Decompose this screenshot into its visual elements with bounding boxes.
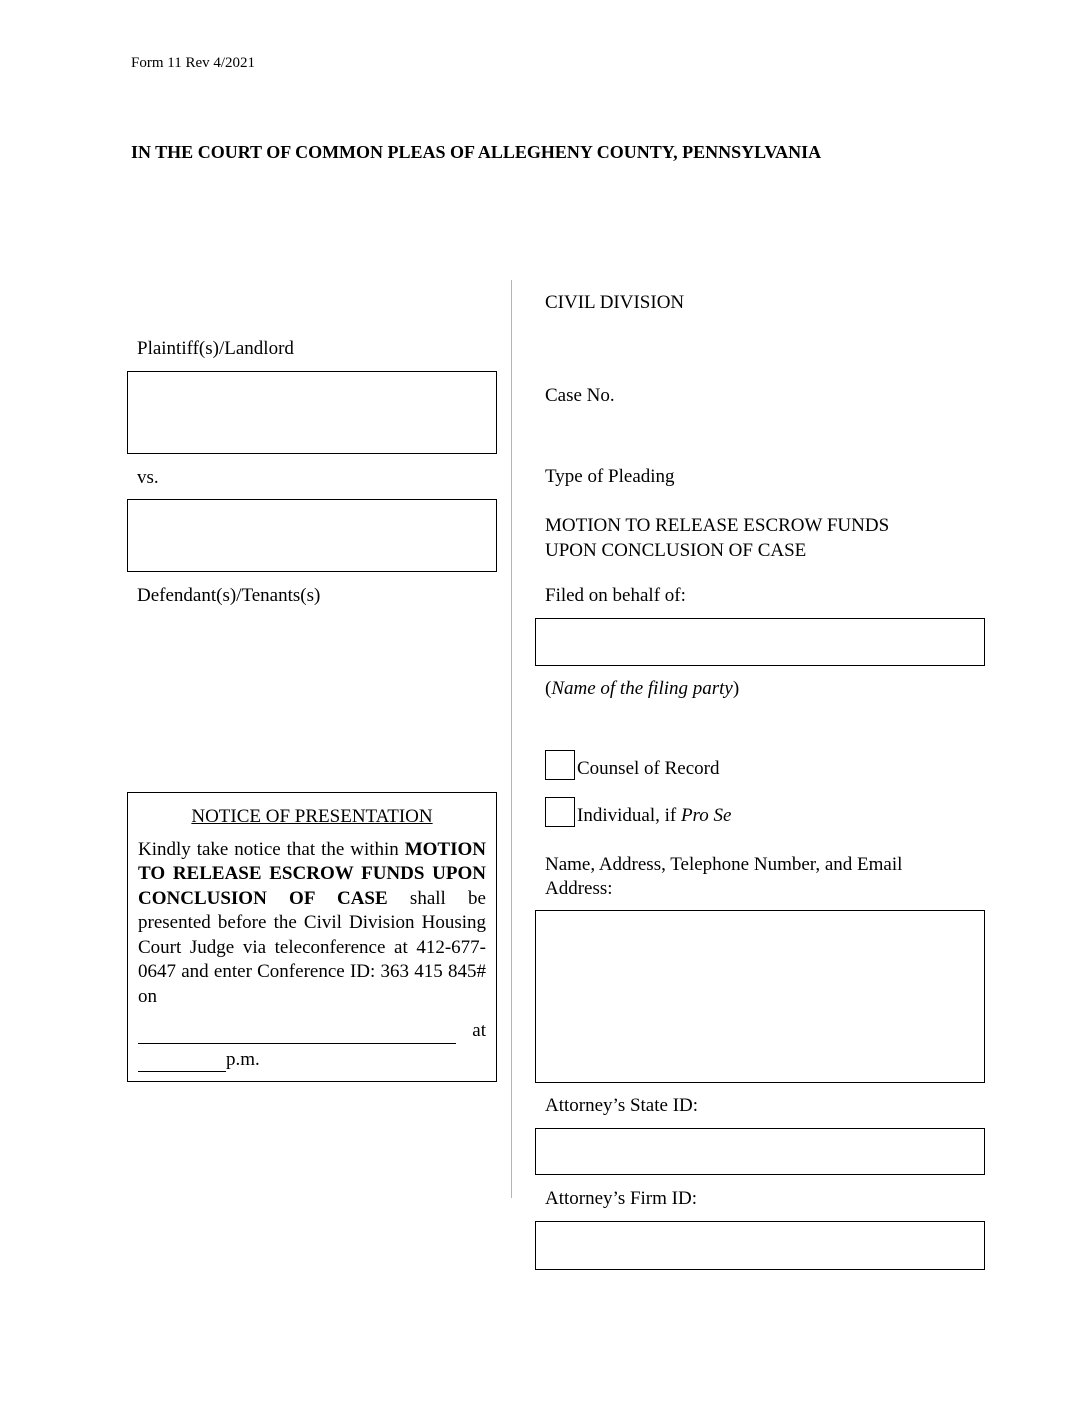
time-blank-line[interactable] [138,1051,226,1072]
defendant-field[interactable] [127,499,497,572]
filed-on-behalf-label: Filed on behalf of: [545,585,686,606]
form-id: Form 11 Rev 4/2021 [131,55,256,71]
notice-text-1: Kindly take notice that the within [138,838,405,860]
notice-motion-title: MOTION TO RELEASE ESCROW FUNDS UPON CONCLUSION OF CASE [138,838,486,909]
firm-id-field[interactable] [535,1221,985,1270]
pro-se-label: Pro Se [680,805,732,826]
individual-label-text: Individual, if [577,805,681,826]
contact-label-line-2: Address: [545,878,613,899]
date-row [138,1019,486,1044]
contact-label-line-1: Name, Address, Telephone Number, and Email [545,854,903,875]
contact-info-label [545,853,902,901]
defendant-label: Defendant(s)/Tenants(s) [137,585,321,606]
filing-party-close-paren: ) [732,678,740,699]
pleading-title-line-2: UPON CONCLUSION OF CASE [545,540,807,561]
pleading-title-line-1: MOTION TO RELEASE ESCROW FUNDS [545,515,890,536]
notice-text-2: shall be presented before the Civil Division Housing Court Judge via teleconference at 412-677-0647 and enter Conference ID: 363 415 845# on [138,887,486,1007]
counsel-label: Counsel of Record [577,758,720,779]
counsel-of-record-option[interactable] [545,750,719,780]
time-row [138,1048,486,1073]
notice-of-presentation [127,792,497,1082]
contact-info-field[interactable] [535,910,985,1083]
plaintiff-field[interactable] [127,371,497,454]
pleading-title [545,513,889,563]
counsel-checkbox[interactable] [545,750,575,780]
pm-label: p.m. [226,1048,260,1070]
plaintiff-label: Plaintiff(s)/Landlord [137,338,294,359]
individual-checkbox[interactable] [545,797,575,827]
firm-id-label: Attorney’s Firm ID: [545,1188,697,1209]
notice-title: NOTICE OF PRESENTATION [191,806,433,827]
filed-on-behalf-field[interactable] [535,618,985,666]
filing-party-open-paren: ( [545,678,552,699]
filing-party-caption [545,678,739,700]
individual-label [577,805,731,827]
division-label: CIVIL DIVISION [545,292,685,313]
filing-party-hint: Name of the filing party [551,678,733,699]
state-id-label: Attorney’s State ID: [545,1095,699,1116]
date-blank-line[interactable] [138,1023,456,1044]
at-label: at [472,1020,486,1041]
type-of-pleading-label: Type of Pleading [545,466,675,487]
column-divider [511,280,512,1198]
case-no-label: Case No. [545,385,615,406]
vs-label: vs. [137,467,159,488]
state-id-field[interactable] [535,1128,985,1175]
court-title: IN THE COURT OF COMMON PLEAS OF ALLEGHENY COUNTY, PENNSYLVANIA [131,142,822,162]
individual-pro-se-option[interactable] [545,797,731,827]
notice-body [138,838,486,1010]
